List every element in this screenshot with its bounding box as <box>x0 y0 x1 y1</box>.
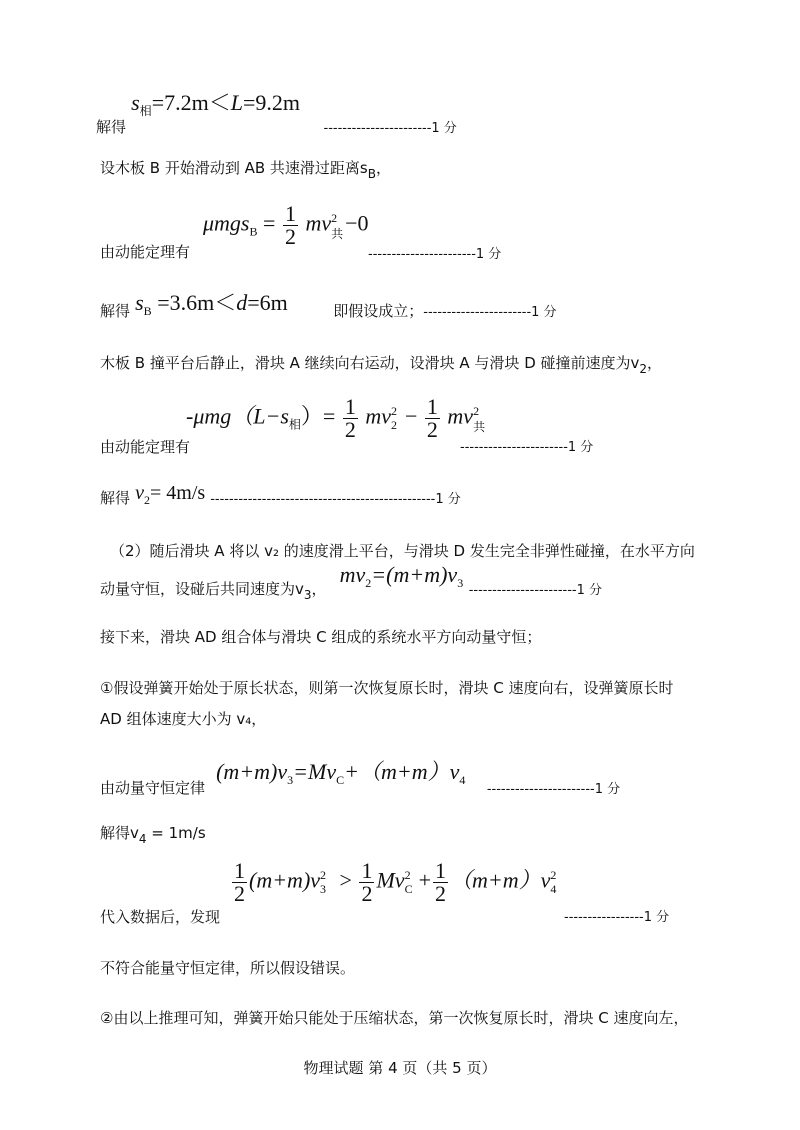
line-12: AD 组体速度大小为 v₄， <box>100 710 267 728</box>
kinetic-energy-label: 由动能定理有 <box>100 438 191 456</box>
line-13 <box>100 755 621 797</box>
equation-energy-compare: $\frac{1}{2}$ (m+m)v 2 3 > $\frac{1}{2}$ Mv 2 C + $\frac{1}{2}$ （m+m）v 2 4 <box>234 858 557 906</box>
solve-label: 解得 <box>96 118 127 136</box>
equation-momentum-2: $(m+m)v_3=Mv_C+(m+m)v_4$ <box>216 759 466 787</box>
score-mark: -----------------1 分 <box>564 910 670 925</box>
equation-sB: $s_B =3.6m<d=6m$ <box>135 290 288 318</box>
line-11: ①假设弹簧开始处于原长状态，则第一次恢复原长时，滑块 C 速度向右，设弹簧原长时 <box>100 679 674 697</box>
assumption-note: 即假设成立； <box>333 302 424 320</box>
score-mark: -----------------------1 分 <box>468 583 602 598</box>
line-16: 不符合能量守恒定律，所以假设错误。 <box>100 959 356 977</box>
score-mark: -----------------------1 分 <box>323 121 457 136</box>
page-footer: 物理试题 第 4 页（共 5 页） <box>303 1059 497 1077</box>
line-8: （2）随后滑块 A 将以 v₂ 的速度滑上平台，与滑块 D 发生完全非弹性碰撞，在水平方向 <box>110 542 695 560</box>
line-10: 接下来，滑块 AD 组合体与滑块 C 组成的系统水平方向动量守恒； <box>100 628 542 646</box>
substitution-label: 代入数据后，发现 <box>100 908 221 926</box>
score-mark: -----------------------1 分 <box>368 247 502 262</box>
line-9: 动量守恒，设碰后共同速度为$v_3$， $mv_2=(m+m)v_3$ $_{-----------------------1 分}$ <box>100 562 602 602</box>
line-5: 木板 B 撞平台后静止，滑块 A 继续向右运动，设滑块 A 与滑块 D 碰撞前速度为$v_2$， <box>100 354 663 376</box>
solve-label: 解得 <box>100 302 131 320</box>
equation-work-energy-1: μmgs$_B$ = $\frac{1}{2}$ mv 2 共 −0 <box>203 201 369 249</box>
equation-momentum-1: $mv_2=(m+m)v_3$ <box>339 562 464 590</box>
score-mark: -----------------------1 分 <box>486 782 621 797</box>
solve-label: 解得 <box>100 489 131 507</box>
score-mark: -----------------------1 分 <box>460 440 594 455</box>
line-2: 设木板 B 开始滑动到 AB 共速滑过距离$s_B$， <box>100 159 391 181</box>
line-17: ②由以上推理可知，弹簧开始只能处于压缩状态，第一次恢复原长时，滑块 C 速度向左， <box>100 1009 689 1027</box>
line-4 <box>100 286 557 319</box>
kinetic-energy-label: 由动能定理有 <box>100 243 191 261</box>
equation-v2: $v_2= 4m/s$ <box>135 482 206 507</box>
line-14: 解得$v_4 = 1m/s$ <box>100 824 206 846</box>
equation-work-energy-2: $-\mu mg(L-s_相)=$ $\frac{1}{2}$ mv 2 2 − $\frac{1}{2}$ mv 2 共 <box>186 394 486 442</box>
line-7 <box>100 482 461 508</box>
score-mark: -----------------------1 分 <box>423 305 557 320</box>
line-1 <box>96 86 457 136</box>
equation-s-rel: $s_相=7.2m<L=9.2m$ <box>131 90 300 118</box>
momentum-law-label: 由动量守恒定律 <box>100 779 206 797</box>
score-mark: ------------------------------------------------1 分 <box>210 492 461 507</box>
